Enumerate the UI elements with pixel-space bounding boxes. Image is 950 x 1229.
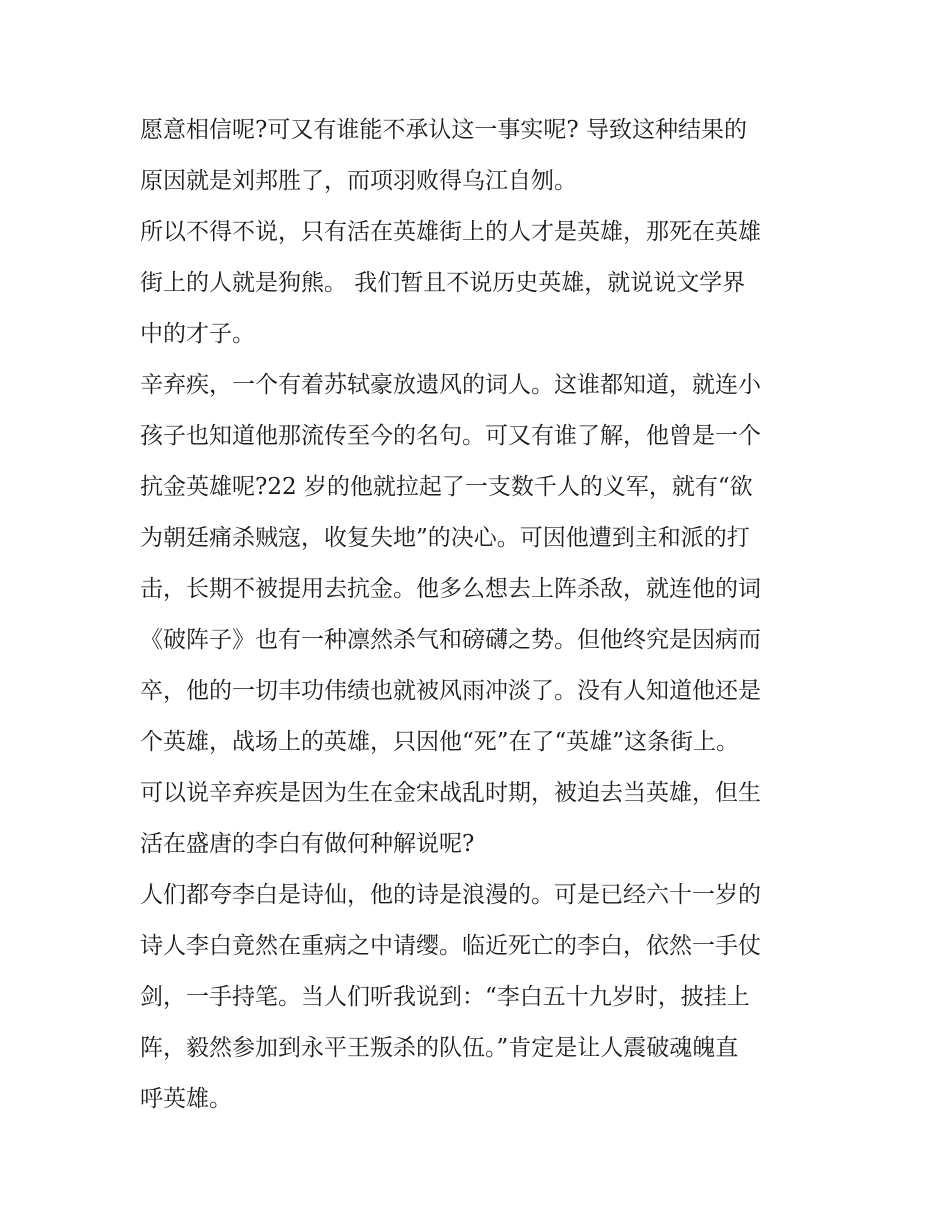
article-body bbox=[140, 105, 830, 1125]
text-line: 个英雄，战场上的英雄，只因他“死”在了“英雄”这条街上。 bbox=[140, 729, 740, 755]
text-line: 为朝廷痛杀贼寇，收复失地”的决心。可因他遭到主和派的打 bbox=[140, 525, 750, 551]
text-line: 所以不得不说，只有活在英雄街上的人才是英雄，那死在英雄 bbox=[140, 219, 761, 245]
text-line: 剑，一手持笔。当人们听我说到：“李白五十九岁时，披挂上 bbox=[140, 984, 750, 1010]
text-line: 愿意相信呢?可又有谁能不承认这一事实呢? 导致这种结果的 bbox=[140, 117, 747, 143]
text-line: 《破阵子》也有一种凛然杀气和磅礴之势。但他终究是因病而 bbox=[140, 627, 761, 653]
text-line: 诗人李白竟然在重病之中请缨。临近死亡的李白，依然一手仗 bbox=[140, 933, 761, 959]
text-line: 抗金英雄呢?22 岁的他就拉起了一支数千人的义军，就有“欲 bbox=[140, 474, 753, 500]
text-line: 孩子也知道他那流传至今的名句。可又有谁了解，他曾是一个 bbox=[140, 423, 761, 449]
text-line: 活在盛唐的李白有做何种解说呢? bbox=[140, 831, 475, 857]
text-line: 街上的人就是狗熊。 我们暂且不说历史英雄，就说说文学界 bbox=[140, 270, 746, 296]
text-line: 呼英雄。 bbox=[140, 1086, 232, 1112]
text-line: 人们都夸李白是诗仙，他的诗是浪漫的。可是已经六十一岁的 bbox=[140, 882, 761, 908]
text-line: 原因就是刘邦胜了，而项羽败得乌江自刎。 bbox=[140, 168, 577, 194]
text-line: 中的才子。 bbox=[140, 321, 255, 347]
text-line: 可以说辛弃疾是因为生在金宋战乱时期，被迫去当英雄，但生 bbox=[140, 780, 761, 806]
text-line: 击，长期不被提用去抗金。他多么想去上阵杀敌，就连他的词 bbox=[140, 576, 761, 602]
text-line: 阵，毅然参加到永平王叛杀的队伍。”肯定是让人震破魂魄直 bbox=[140, 1035, 739, 1061]
text-line: 卒，他的一切丰功伟绩也就被风雨冲淡了。没有人知道他还是 bbox=[140, 678, 761, 704]
text-line: 辛弃疾，一个有着苏轼豪放遗风的词人。这谁都知道，就连小 bbox=[140, 372, 761, 398]
